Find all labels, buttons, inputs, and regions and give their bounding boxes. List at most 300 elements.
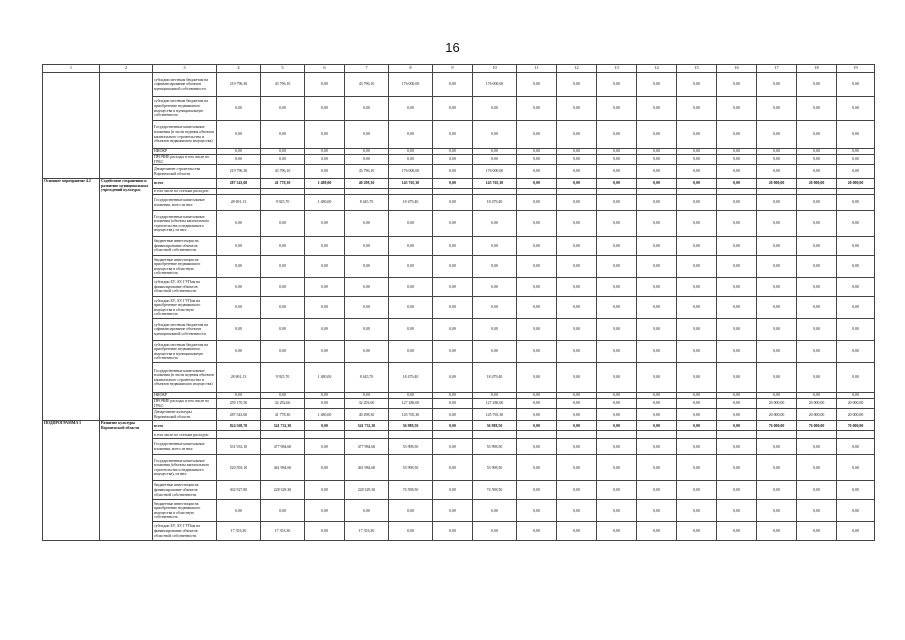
amount-cell: 0,00 — [517, 481, 557, 500]
expense-item-cell: бюджетные инвестиции на финансирование объектов областной собственности — [153, 237, 217, 256]
amount-cell: 0,00 — [757, 439, 797, 455]
expense-item-cell: Государственные капитальные вложения (объекты капитального строительства и недвижимого имущества), из них: — [153, 211, 217, 237]
amount-cell: 0,00 — [677, 97, 717, 121]
amount-cell: 0,00 — [717, 399, 757, 409]
amount-cell: 219 796,30 — [217, 165, 261, 179]
amount-cell: 0,00 — [717, 155, 757, 165]
amount-cell: 127 286,00 — [473, 399, 517, 409]
amount-cell: 32 292,60 — [261, 399, 305, 409]
amount-cell: 0,00 — [261, 256, 305, 278]
amount-cell: 461 984,60 — [261, 455, 305, 481]
table-row — [43, 165, 875, 179]
amount-cell — [717, 431, 757, 439]
amount-cell: 56 988,50 — [389, 421, 433, 431]
expense-item-cell: субсидии БУ, АУ, ГУПам на финансирование объектов областной собственности — [153, 278, 217, 297]
amount-cell: 0,00 — [757, 363, 797, 393]
amount-cell: 0,00 — [637, 155, 677, 165]
amount-cell: 0,00 — [637, 237, 677, 256]
amount-cell: 53 998,50 — [473, 455, 517, 481]
amount-cell: 0,00 — [517, 278, 557, 297]
amount-cell: 0,00 — [261, 97, 305, 121]
amount-cell: 0,00 — [837, 393, 875, 399]
amount-cell: 9 925,70 — [261, 363, 305, 393]
amount-cell: 0,00 — [757, 278, 797, 297]
amount-cell: 0,00 — [557, 439, 597, 455]
amount-cell: 20 000,00 — [757, 399, 797, 409]
amount-cell: 43 796,10 — [345, 165, 389, 179]
column-number: 9 — [433, 65, 473, 73]
amount-cell: 0,00 — [637, 319, 677, 341]
amount-cell: 0,00 — [261, 149, 305, 155]
amount-cell — [473, 431, 517, 439]
amount-cell: 0,00 — [517, 363, 557, 393]
amount-cell: 0,00 — [837, 256, 875, 278]
amount-cell: 287 543,60 — [217, 409, 261, 421]
amount-cell: 477 984,60 — [261, 439, 305, 455]
amount-cell: 145 765,30 — [389, 179, 433, 189]
amount-cell — [217, 431, 261, 439]
amount-cell: 0,00 — [717, 439, 757, 455]
amount-cell: 0,00 — [717, 179, 757, 189]
amount-cell: 0,00 — [305, 165, 345, 179]
table-row — [43, 97, 875, 121]
amount-cell: 0,00 — [597, 155, 637, 165]
amount-cell: 0,00 — [557, 256, 597, 278]
amount-cell: 0,00 — [757, 341, 797, 363]
amount-cell: 0,00 — [217, 256, 261, 278]
amount-cell: 0,00 — [517, 297, 557, 319]
amount-cell: 0,00 — [597, 195, 637, 211]
amount-cell: 0,00 — [345, 237, 389, 256]
expense-item-cell: бюджетные инвестиции на приобретение недвижимого имущества в областную собственность — [153, 500, 217, 522]
amount-cell: 0,00 — [305, 211, 345, 237]
amount-cell: 0,00 — [305, 393, 345, 399]
amount-cell: 0,00 — [433, 97, 473, 121]
amount-cell: 0,00 — [433, 500, 473, 522]
amount-cell: 0,00 — [217, 500, 261, 522]
amount-cell: 0,00 — [597, 149, 637, 155]
amount-cell: 0,00 — [389, 121, 433, 149]
amount-cell: 0,00 — [217, 319, 261, 341]
amount-cell: 0,00 — [473, 297, 517, 319]
column-number: 1 — [43, 65, 100, 73]
column-number: 11 — [517, 65, 557, 73]
amount-cell: 0,00 — [637, 297, 677, 319]
amount-cell: 0,00 — [717, 73, 757, 97]
amount-cell: 0,00 — [345, 319, 389, 341]
amount-cell: 0,00 — [637, 256, 677, 278]
amount-cell: 176 000,00 — [473, 165, 517, 179]
amount-cell: 0,00 — [517, 393, 557, 399]
amount-cell: 40 298,30 — [345, 409, 389, 421]
amount-cell: 41 778,30 — [261, 179, 305, 189]
amount-cell: 0,00 — [557, 149, 597, 155]
amount-cell: 0,00 — [717, 297, 757, 319]
amount-cell: 0,00 — [637, 500, 677, 522]
amount-cell: 0,00 — [389, 97, 433, 121]
amount-cell: 0,00 — [305, 341, 345, 363]
amount-cell: 145 765,30 — [473, 179, 517, 189]
expense-item-cell: субсидии БУ, АУ, ГУПам на финансирование объектов областной собственности — [153, 522, 217, 541]
amount-cell: 0,00 — [473, 341, 517, 363]
amount-cell: 0,00 — [345, 297, 389, 319]
amount-cell: 541 732,30 — [345, 421, 389, 431]
amount-cell: 0,00 — [261, 341, 305, 363]
amount-cell: 0,00 — [517, 195, 557, 211]
amount-cell: 0,00 — [597, 237, 637, 256]
amount-cell: 0,00 — [305, 399, 345, 409]
amount-cell: 0,00 — [557, 399, 597, 409]
column-number: 13 — [597, 65, 637, 73]
expense-item-cell: субсидии местным бюджетам на приобретение недвижимого имущества в муниципальную собственность — [153, 341, 217, 363]
amount-cell: 0,00 — [757, 121, 797, 149]
amount-cell: 0,00 — [717, 409, 757, 421]
amount-cell: 0,00 — [517, 237, 557, 256]
amount-cell: 541 732,30 — [261, 421, 305, 431]
amount-cell: 531 933,10 — [217, 439, 261, 455]
amount-cell: 0,00 — [637, 522, 677, 541]
table-row — [43, 341, 875, 363]
amount-cell: 1 480,00 — [305, 195, 345, 211]
amount-cell: 0,00 — [757, 500, 797, 522]
amount-cell: 0,00 — [797, 278, 837, 297]
amount-cell: 0,00 — [597, 73, 637, 97]
amount-cell: 0,00 — [637, 399, 677, 409]
amount-cell: 0,00 — [473, 319, 517, 341]
amount-cell: 0,00 — [597, 211, 637, 237]
amount-cell: 0,00 — [757, 522, 797, 541]
amount-cell: 0,00 — [597, 409, 637, 421]
amount-cell: 0,00 — [261, 278, 305, 297]
amount-cell: 0,00 — [557, 73, 597, 97]
amount-cell: 0,00 — [305, 481, 345, 500]
amount-cell: 0,00 — [517, 155, 557, 165]
amount-cell: 0,00 — [305, 97, 345, 121]
amount-cell: 0,00 — [389, 155, 433, 165]
table-row — [43, 522, 875, 541]
amount-cell: 0,00 — [637, 73, 677, 97]
amount-cell: 0,00 — [757, 481, 797, 500]
table-row — [43, 439, 875, 455]
amount-cell: 28 691,13 — [217, 195, 261, 211]
amount-cell: 0,00 — [837, 278, 875, 297]
amount-cell: 0,00 — [557, 165, 597, 179]
amount-cell: 0,00 — [557, 500, 597, 522]
amount-cell: 0,00 — [797, 363, 837, 393]
amount-cell: 0,00 — [517, 179, 557, 189]
amount-cell: 0,00 — [597, 278, 637, 297]
amount-cell: 0,00 — [557, 341, 597, 363]
amount-cell: 0,00 — [389, 500, 433, 522]
amount-cell: 0,00 — [797, 341, 837, 363]
amount-cell: 43 796,10 — [261, 165, 305, 179]
amount-cell: 0,00 — [837, 341, 875, 363]
amount-cell: 0,00 — [837, 455, 875, 481]
amount-cell: 0,00 — [797, 439, 837, 455]
amount-cell: 0,00 — [557, 211, 597, 237]
amount-cell: 0,00 — [597, 393, 637, 399]
amount-cell: 0,00 — [433, 256, 473, 278]
column-number: 15 — [677, 65, 717, 73]
table-row — [43, 431, 875, 439]
amount-cell: 0,00 — [389, 297, 433, 319]
program-code-cell: Основное мероприятие 4.2 — [43, 179, 100, 421]
amount-cell: 0,00 — [433, 341, 473, 363]
column-number: 19 — [837, 65, 875, 73]
amount-cell: 0,00 — [433, 455, 473, 481]
amount-cell: 0,00 — [389, 393, 433, 399]
expense-item-cell: Государственные капитальные вложения, всего из них: — [153, 439, 217, 455]
column-number-row — [43, 65, 875, 73]
amount-cell: 0,00 — [261, 237, 305, 256]
amount-cell: 0,00 — [637, 455, 677, 481]
amount-cell: 0,00 — [557, 278, 597, 297]
amount-cell: 228 329,30 — [261, 481, 305, 500]
amount-cell: 74 598,50 — [389, 481, 433, 500]
amount-cell: 0,00 — [637, 149, 677, 155]
amount-cell: 0,00 — [261, 155, 305, 165]
amount-cell: 0,00 — [717, 97, 757, 121]
amount-cell: 0,00 — [389, 319, 433, 341]
amount-cell: 0,00 — [345, 155, 389, 165]
table-row — [43, 278, 875, 297]
amount-cell: 0,00 — [677, 500, 717, 522]
amount-cell: 176 000,00 — [389, 165, 433, 179]
amount-cell: 0,00 — [345, 393, 389, 399]
amount-cell: 0,00 — [717, 481, 757, 500]
table-row — [43, 399, 875, 409]
amount-cell: 0,00 — [837, 73, 875, 97]
expense-item-cell: НИОКР — [153, 393, 217, 399]
amount-cell: 20 000,00 — [837, 409, 875, 421]
amount-cell: 0,00 — [557, 179, 597, 189]
amount-cell: 0,00 — [597, 439, 637, 455]
amount-cell: 0,00 — [433, 409, 473, 421]
amount-cell: 20 000,00 — [757, 179, 797, 189]
amount-cell: 0,00 — [677, 363, 717, 393]
amount-cell: 0,00 — [637, 195, 677, 211]
amount-cell: 53 998,50 — [473, 439, 517, 455]
expense-item-cell: НИОКР — [153, 149, 217, 155]
amount-cell: 0,00 — [557, 421, 597, 431]
amount-cell: 18 479,40 — [389, 363, 433, 393]
amount-cell: 20 000,00 — [797, 179, 837, 189]
amount-cell: 0,00 — [717, 319, 757, 341]
amount-cell: 287 543,60 — [217, 179, 261, 189]
amount-cell: 0,00 — [517, 73, 557, 97]
amount-cell: 0,00 — [433, 121, 473, 149]
amount-cell: 0,00 — [597, 500, 637, 522]
amount-cell: 0,00 — [305, 149, 345, 155]
amount-cell: 18 479,40 — [389, 195, 433, 211]
amount-cell: 0,00 — [597, 179, 637, 189]
amount-cell: 8 445,70 — [345, 195, 389, 211]
amount-cell: 0,00 — [557, 363, 597, 393]
amount-cell: 0,00 — [677, 297, 717, 319]
amount-cell: 0,00 — [637, 481, 677, 500]
amount-cell: 0,00 — [557, 409, 597, 421]
amount-cell — [637, 431, 677, 439]
amount-cell: 0,00 — [677, 195, 717, 211]
amount-cell: 0,00 — [797, 195, 837, 211]
amount-cell: 0,00 — [433, 439, 473, 455]
amount-cell: 0,00 — [717, 522, 757, 541]
amount-cell: 0,00 — [757, 73, 797, 97]
amount-cell: 0,00 — [597, 481, 637, 500]
table-row — [43, 155, 875, 165]
amount-cell: 8 445,70 — [345, 363, 389, 393]
amount-cell: 0,00 — [677, 341, 717, 363]
amount-cell: 0,00 — [757, 165, 797, 179]
amount-cell: 40 298,30 — [345, 179, 389, 189]
amount-cell: 0,00 — [757, 455, 797, 481]
amount-cell: 76 000,00 — [837, 421, 875, 431]
amount-cell: 0,00 — [517, 421, 557, 431]
amount-cell — [433, 431, 473, 439]
amount-cell: 0,00 — [217, 237, 261, 256]
amount-cell: 0,00 — [433, 393, 473, 399]
amount-cell: 0,00 — [837, 195, 875, 211]
amount-cell: 0,00 — [677, 149, 717, 155]
amount-cell: 0,00 — [433, 319, 473, 341]
amount-cell: 0,00 — [797, 500, 837, 522]
amount-cell: 145 765,30 — [473, 409, 517, 421]
amount-cell: 0,00 — [473, 121, 517, 149]
amount-cell: 53 998,50 — [389, 455, 433, 481]
amount-cell: 0,00 — [217, 97, 261, 121]
amount-cell: 0,00 — [473, 256, 517, 278]
amount-cell — [345, 431, 389, 439]
amount-cell: 74 598,50 — [473, 481, 517, 500]
table-row — [43, 121, 875, 149]
amount-cell: 0,00 — [837, 297, 875, 319]
amount-cell: 0,00 — [217, 155, 261, 165]
amount-cell: 17 353,30 — [345, 522, 389, 541]
amount-cell: 0,00 — [517, 165, 557, 179]
expense-item-cell: субсидии местным бюджетам на приобретение недвижимого имущества в муниципальную собственность — [153, 97, 217, 121]
amount-cell: 0,00 — [557, 522, 597, 541]
amount-cell: 0,00 — [797, 73, 837, 97]
expense-item-cell: ПРОЧИЕ расходы в том числе по ГРБС: — [153, 399, 217, 409]
column-number: 5 — [261, 65, 305, 73]
amount-cell: 0,00 — [597, 319, 637, 341]
amount-cell: 0,00 — [757, 237, 797, 256]
amount-cell: 0,00 — [837, 211, 875, 237]
amount-cell: 0,00 — [433, 155, 473, 165]
amount-cell: 18 479,40 — [473, 363, 517, 393]
amount-cell: 0,00 — [637, 211, 677, 237]
column-number: 12 — [557, 65, 597, 73]
amount-cell — [517, 431, 557, 439]
amount-cell: 0,00 — [637, 393, 677, 399]
amount-cell: 0,00 — [517, 409, 557, 421]
amount-cell: 219 796,30 — [217, 73, 261, 97]
amount-cell: 0,00 — [677, 522, 717, 541]
amount-cell: 0,00 — [517, 319, 557, 341]
amount-cell: 0,00 — [305, 522, 345, 541]
amount-cell: 0,00 — [677, 421, 717, 431]
amount-cell: 0,00 — [597, 165, 637, 179]
amount-cell: 0,00 — [305, 500, 345, 522]
amount-cell: 0,00 — [557, 195, 597, 211]
amount-cell: 43 796,10 — [261, 73, 305, 97]
column-number: 8 — [389, 65, 433, 73]
column-number: 4 — [217, 65, 261, 73]
amount-cell: 0,00 — [433, 399, 473, 409]
amount-cell: 0,00 — [517, 439, 557, 455]
amount-cell: 0,00 — [217, 121, 261, 149]
amount-cell: 0,00 — [717, 278, 757, 297]
amount-cell — [305, 431, 345, 439]
amount-cell: 0,00 — [637, 341, 677, 363]
amount-cell: 0,00 — [837, 155, 875, 165]
amount-cell: 0,00 — [677, 399, 717, 409]
amount-cell: 0,00 — [217, 149, 261, 155]
amount-cell: 0,00 — [677, 278, 717, 297]
column-number: 16 — [717, 65, 757, 73]
amount-cell: 0,00 — [473, 278, 517, 297]
amount-cell: 0,00 — [433, 73, 473, 97]
amount-cell: 0,00 — [797, 481, 837, 500]
amount-cell: 0,00 — [557, 393, 597, 399]
amount-cell: 0,00 — [517, 455, 557, 481]
amount-cell: 0,00 — [389, 237, 433, 256]
amount-cell: 0,00 — [677, 165, 717, 179]
amount-cell: 0,00 — [757, 319, 797, 341]
amount-cell: 0,00 — [677, 455, 717, 481]
amount-cell: 0,00 — [597, 455, 637, 481]
amount-cell: 0,00 — [717, 341, 757, 363]
column-number: 14 — [637, 65, 677, 73]
amount-cell: 0,00 — [677, 73, 717, 97]
amount-cell: 461 984,60 — [345, 455, 389, 481]
amount-cell: 145 765,30 — [389, 409, 433, 421]
amount-cell: 0,00 — [473, 149, 517, 155]
amount-cell: 0,00 — [757, 195, 797, 211]
amount-cell: 0,00 — [637, 409, 677, 421]
amount-cell: 0,00 — [345, 149, 389, 155]
amount-cell: 0,00 — [433, 421, 473, 431]
table-row — [43, 409, 875, 421]
amount-cell: 0,00 — [389, 278, 433, 297]
amount-cell: 0,00 — [597, 421, 637, 431]
amount-cell: 0,00 — [261, 121, 305, 149]
amount-cell: 0,00 — [217, 341, 261, 363]
expense-item-cell: субсидии местным бюджетам на софинансирование объектов муниципальной собственности — [153, 319, 217, 341]
amount-cell: 0,00 — [797, 237, 837, 256]
column-number: 6 — [305, 65, 345, 73]
amount-cell: 0,00 — [717, 393, 757, 399]
program-name-cell — [100, 73, 153, 179]
amount-cell: 0,00 — [345, 211, 389, 237]
program-code-cell — [43, 73, 100, 179]
amount-cell: 0,00 — [217, 211, 261, 237]
amount-cell: 0,00 — [261, 319, 305, 341]
amount-cell: 0,00 — [797, 256, 837, 278]
amount-cell: 0,00 — [677, 319, 717, 341]
expense-item-cell: в том числе по статьям расходов: — [153, 431, 217, 439]
amount-cell: 0,00 — [717, 455, 757, 481]
amount-cell: 0,00 — [557, 97, 597, 121]
expense-item-cell: бюджетные инвестиции на финансирование объектов областной собственности — [153, 481, 217, 500]
amount-cell: 0,00 — [677, 237, 717, 256]
expense-item-cell: бюджетные инвестиции на приобретение недвижимого имущества в областную собственность — [153, 256, 217, 278]
amount-cell — [677, 431, 717, 439]
table-row — [43, 211, 875, 237]
amount-cell: 0,00 — [797, 165, 837, 179]
amount-cell: 0,00 — [305, 121, 345, 149]
amount-cell: 0,00 — [677, 155, 717, 165]
